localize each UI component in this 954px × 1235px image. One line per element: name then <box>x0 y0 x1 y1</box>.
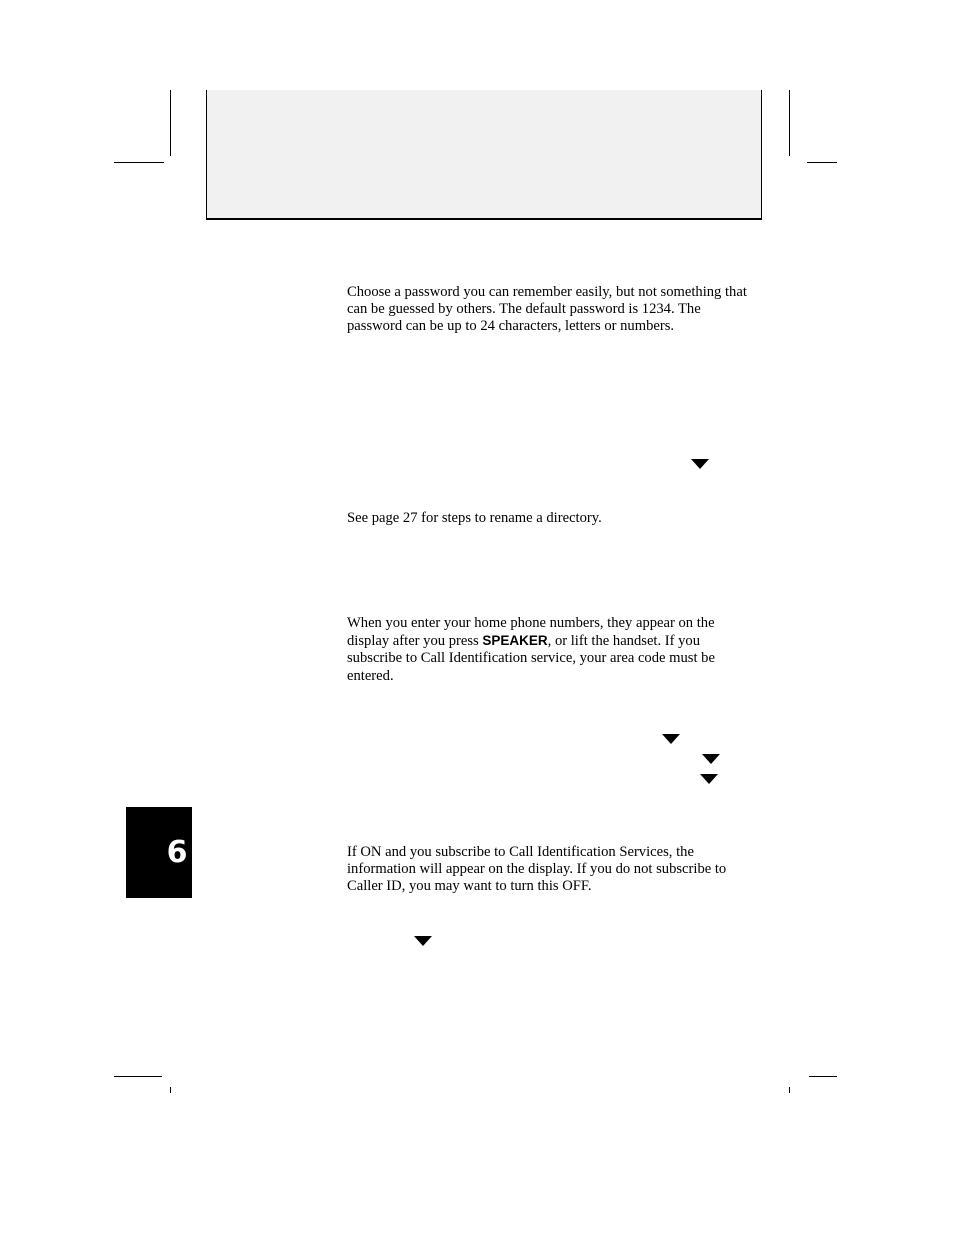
crop-mark-top-right-vertical <box>789 90 790 156</box>
chapter-tab <box>126 807 192 898</box>
rename-paragraph: See page 27 for steps to rename a directory. <box>347 510 602 526</box>
speaker-key-label: SPEAKER <box>482 633 548 649</box>
down-arrow-icon <box>691 459 709 469</box>
crop-mark-top-left-horizontal <box>114 162 164 163</box>
down-arrow-icon <box>700 774 718 784</box>
home-numbers-text-after: , or lift the handset. If you subscribe to Call Identification service, your area code must be entered. <box>347 633 715 684</box>
header-box <box>206 90 762 220</box>
password-paragraph: Choose a password you can remember easily, but not something that can be guessed by others. The default password is 1234. The password can be up to 24 characters, letters or numbers. <box>347 284 747 335</box>
home-numbers-paragraph <box>347 615 752 685</box>
crop-mark-top-left-vertical <box>170 90 171 156</box>
crop-mark-top-right-horizontal <box>807 162 837 163</box>
caller-id-paragraph: If ON and you subscribe to Call Identification Services, the information will appear on the display. If you do not subscribe to Caller ID, you may want to turn this OFF. <box>347 844 727 895</box>
down-arrow-icon <box>414 936 432 946</box>
crop-mark-bottom-left-horizontal <box>114 1076 162 1077</box>
down-arrow-icon <box>662 734 680 744</box>
crop-mark-bottom-right-vertical <box>789 1087 790 1093</box>
crop-mark-bottom-right-horizontal <box>809 1076 837 1077</box>
chapter-number: 6 <box>166 835 188 870</box>
down-arrow-icon <box>702 754 720 764</box>
home-numbers-text-before: When you enter your home phone numbers, they appear on the display after you press <box>347 615 715 650</box>
crop-mark-bottom-left-vertical <box>170 1087 171 1093</box>
